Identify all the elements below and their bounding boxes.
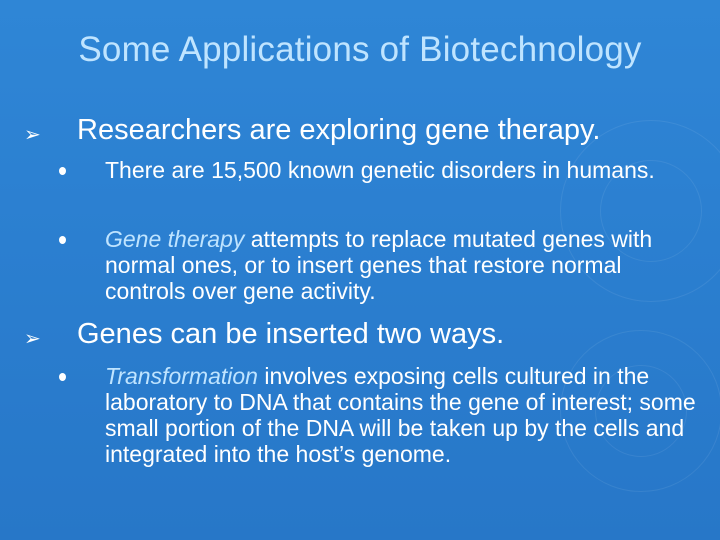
arrow-bullet-icon: ➢ (24, 328, 41, 350)
dot-bullet-icon (59, 373, 66, 381)
term-gene-therapy: Gene therapy (105, 226, 245, 252)
dot-bullet-icon (59, 236, 66, 244)
arrow-bullet-icon: ➢ (24, 124, 41, 146)
term-transformation: Transformation (105, 363, 258, 389)
subbullet-text: There are 15,500 known genetic disorders in humans. (105, 157, 655, 183)
bullet-text: Genes can be inserted two ways. (77, 318, 505, 350)
subbullet-text-block (105, 226, 705, 304)
subbullet-text: attempts to replace mutated genes with normal ones, or to insert genes that restore normal controls over gene activity. (105, 226, 653, 304)
slide-title: Some Applications of Biotechnology (78, 30, 642, 69)
bullet-text: Researchers are exploring gene therapy. (77, 114, 601, 146)
subbullet-text: involves exposing cells cultured in the laboratory to DNA that contains the gene of interest; some small portion of the DNA will be taken up by the cells and integrated into the host’s genome. (105, 363, 696, 467)
dot-bullet-icon (59, 167, 66, 175)
subbullet-text-block (105, 363, 705, 467)
